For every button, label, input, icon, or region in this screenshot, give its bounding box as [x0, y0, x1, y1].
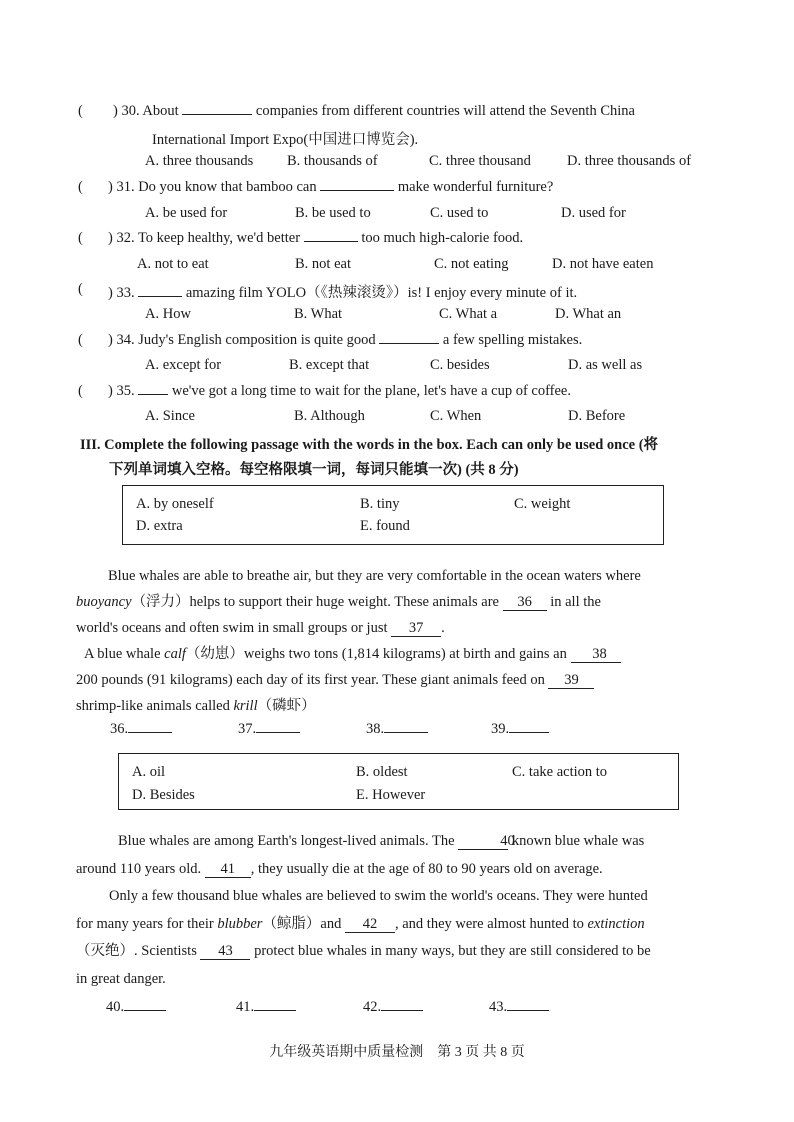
answer-36[interactable] [110, 721, 172, 738]
box2-option-c: C. take action to [512, 764, 608, 780]
answer-39-label: 39. [491, 721, 510, 737]
p1-line1: Blue whales are able to breathe air, but they are very comfortable in the ocean waters where [108, 568, 641, 584]
q35-option-a[interactable]: A. Since [145, 408, 195, 424]
answer-41-label: 41. [236, 999, 255, 1015]
q31-option-a[interactable]: A. be used for [145, 205, 228, 221]
blank-40[interactable]: 40 [458, 833, 508, 850]
q35-option-d[interactable]: D. Before [568, 408, 626, 424]
q33-option-b[interactable]: B. What [294, 306, 343, 322]
q30-option-b[interactable]: B. thousands of [287, 153, 378, 169]
p2-calf: calf [164, 646, 186, 662]
box2-option-d: D. Besides [132, 787, 195, 803]
blank-37[interactable]: 37 [391, 620, 441, 637]
p3-line1-end: known blue whale was [511, 833, 645, 849]
q31-option-b[interactable]: B. be used to [295, 205, 371, 221]
q30-option-a[interactable]: A. three thousands [145, 153, 254, 169]
p4-line4: in great danger. [76, 970, 166, 987]
blank-42[interactable]: 42 [345, 916, 395, 933]
q34-option-a[interactable]: A. except for [145, 357, 222, 373]
p2-line1-b: （幼崽）weighs two tons (1,814 kilograms) at birth and gains an [185, 646, 567, 662]
q31-blank[interactable] [320, 190, 394, 191]
q35-option-b[interactable]: B. Although [294, 408, 365, 424]
q33-option-a[interactable]: A. How [145, 306, 191, 322]
answer-43[interactable] [489, 999, 549, 1016]
answer-39[interactable] [491, 721, 549, 738]
p1-line3-end: . [441, 620, 445, 636]
box1-option-d: D. extra [136, 518, 183, 534]
answer-43-label: 43. [489, 999, 508, 1015]
answer-38[interactable] [366, 721, 428, 738]
blank-39[interactable]: 39 [548, 672, 594, 689]
paren-32: ( [78, 230, 83, 246]
box1-option-c: C. weight [514, 496, 571, 512]
q31-option-d[interactable]: D. used for [561, 205, 626, 221]
blank-41[interactable]: 41 [205, 861, 251, 878]
box2-option-b: B. oldest [356, 764, 408, 780]
q34-option-b[interactable]: B. except that [289, 357, 370, 373]
q33-option-c[interactable]: C. What a [439, 306, 498, 322]
q34-tail: a few spelling mistakes. [442, 332, 583, 348]
blank-36[interactable]: 36 [503, 594, 547, 611]
q32-stem: ) 32. To keep healthy, we'd better [108, 230, 301, 246]
q30-tail: companies from different countries will attend the Seventh China [255, 103, 635, 119]
q35-option-c[interactable]: C. When [430, 408, 482, 424]
q35-blank[interactable] [138, 394, 168, 395]
p4-line2-c: , and they were almost hunted to [395, 915, 584, 932]
p4-blubber: blubber [217, 915, 263, 932]
p1-line2: （浮力）helps to support their huge weight. These animals are [131, 594, 499, 610]
blank-43[interactable]: 43 [200, 943, 250, 960]
q32-option-c[interactable]: C. not eating [434, 256, 509, 272]
answer-40-label: 40. [106, 999, 125, 1015]
p4-line1: Only a few thousand blue whales are believed to swim the world's oceans. They were hunted [109, 888, 648, 904]
p4-line3: （灭绝）. Scientists [76, 943, 197, 959]
p1-line3: world's oceans and often swim in small groups or just [76, 620, 388, 636]
q34-option-d[interactable]: D. as well as [568, 357, 643, 373]
q32-option-d[interactable]: D. not have eaten [552, 256, 654, 272]
answer-38-label: 38. [366, 721, 385, 737]
page-footer: 九年级英语期中质量检测 第 3 页 共 8 页 [269, 1045, 525, 1060]
box1-option-e: E. found [360, 518, 410, 534]
q32-tail: too much high-calorie food. [361, 230, 524, 246]
answer-40[interactable] [106, 999, 166, 1016]
p4-extinction: extinction [587, 915, 645, 932]
paren-30: ( [78, 103, 83, 119]
p1-buoyancy: buoyancy [76, 594, 132, 610]
q30-line2: International Import Expo(中国进口博览会). [152, 132, 419, 148]
paren-31: ( [78, 179, 83, 195]
word-box-2 [118, 753, 679, 810]
p4-line3-end: protect blue whales in many ways, but they are still considered to be [254, 943, 651, 959]
p3-line2-end: , they usually die at the age of 80 to 90 years old on average. [250, 860, 603, 877]
q35-stem: ) 35. [108, 383, 135, 399]
box2-option-e: E. However [356, 787, 426, 803]
q32-option-a[interactable]: A. not to eat [137, 256, 209, 272]
q31-stem: ) 31. Do you know that bamboo can [108, 179, 317, 195]
word-box-1 [122, 485, 664, 545]
paren-33: ( [78, 281, 83, 297]
section-3-title-line2: 下列单词填入空格。每空格限填一词，每词只能填一次) (共 8 分) [109, 462, 519, 478]
p4-line2-b: （鲸脂）and [262, 915, 342, 932]
p4-line2: for many years for their [76, 915, 214, 932]
box1-option-b: B. tiny [360, 496, 400, 512]
p2-krill: krill [233, 698, 258, 714]
q30-option-c[interactable]: C. three thousand [429, 153, 531, 169]
q33-option-d[interactable]: D. What an [555, 306, 622, 322]
q34-option-c[interactable]: C. besides [430, 357, 490, 373]
q30-option-d[interactable]: D. three thousands of [567, 153, 692, 169]
answer-42-label: 42. [363, 999, 382, 1015]
q30-blank[interactable] [182, 114, 252, 115]
q33-stem: ) 33. [108, 285, 135, 301]
q34-stem: ) 34. Judy's English composition is quite good [108, 332, 376, 348]
p3-line1: Blue whales are among Earth's longest-lived animals. The [118, 833, 455, 849]
p2-line3-end: （磷虾） [257, 698, 316, 714]
passage-2 [76, 828, 721, 993]
passage-1 [76, 563, 721, 719]
paren-34: ( [78, 332, 83, 348]
box1-option-a: A. by oneself [136, 496, 214, 512]
answer-37[interactable] [238, 721, 300, 738]
q35-tail: we've got a long time to wait for the plane, let's have a cup of coffee. [171, 383, 571, 399]
answer-41[interactable] [236, 999, 296, 1016]
q32-option-b[interactable]: B. not eat [295, 256, 351, 272]
paren-35: ( [78, 383, 83, 399]
p2-line3: shrimp-like animals called [76, 698, 230, 714]
p3-line2: around 110 years old. [76, 860, 202, 877]
q33-blank[interactable] [138, 296, 182, 297]
answer-36-label: 36. [110, 721, 129, 737]
answer-37-label: 37. [238, 721, 257, 737]
answer-42[interactable] [363, 999, 423, 1016]
blank-38[interactable]: 38 [571, 646, 621, 663]
p2-line2: 200 pounds (91 kilograms) each day of its first year. These giant animals feed on [76, 672, 545, 688]
p2-line1: A blue whale [84, 646, 161, 662]
q34-blank[interactable] [379, 343, 439, 344]
p1-line2-end: in all the [550, 594, 601, 610]
q30-stem: ) 30. About [113, 103, 179, 119]
q31-option-c[interactable]: C. used to [430, 205, 489, 221]
box2-option-a: A. oil [132, 764, 166, 780]
q31-tail: make wonderful furniture? [397, 179, 554, 195]
section-3-title-line1: III. Complete the following passage with the words in the box. Each can only be used once (将 [80, 437, 659, 453]
q32-blank[interactable] [304, 241, 358, 242]
q33-tail: amazing film YOLO（《热辣滚烫》）is! I enjoy every minute of it. [185, 285, 578, 301]
